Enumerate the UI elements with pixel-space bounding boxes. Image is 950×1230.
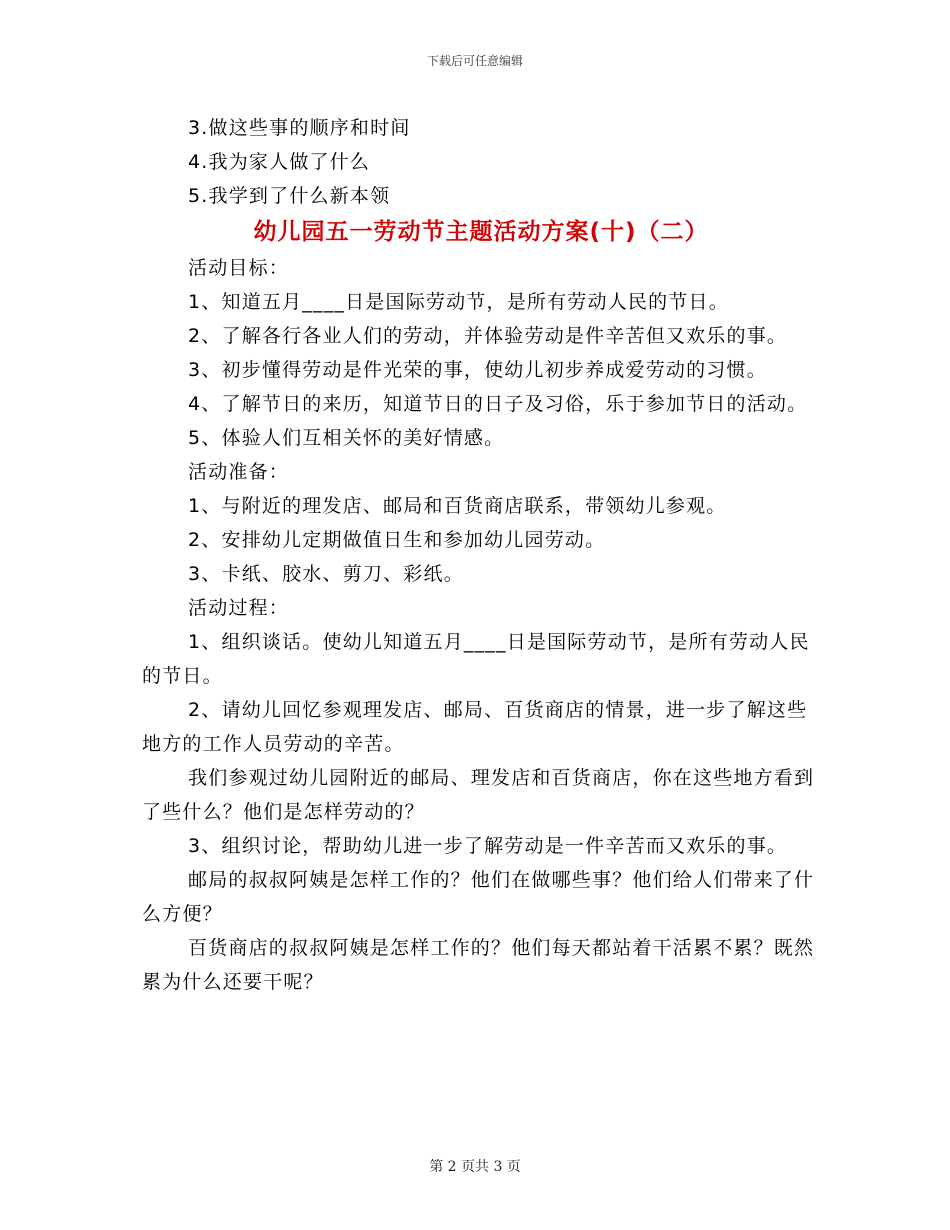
list-item: 4.我为家人做了什么: [188, 151, 371, 173]
paragraph: 百货商店的叔叔阿姨是怎样工作的？他们每天都站着干活累不累？既然累为什么还要干呢？: [142, 937, 815, 993]
document-body: [142, 111, 820, 999]
paragraph: 2、请幼儿回忆参观理发店、邮局、百货商店的情景，进一步了解这些地方的工作人员劳动的辛苦。: [142, 699, 808, 755]
section-label: 活动目标：: [188, 257, 290, 279]
paragraph: 我们参观过幼儿园附近的邮局、理发店和百货商店，你在这些地方看到了些什么？他们是怎样劳动的？: [142, 767, 815, 823]
section-title: 幼儿园五一劳动节主题活动方案(十)（二）: [253, 219, 709, 245]
paragraph: 2、安排幼儿定期做值日生和参加幼儿园劳动。: [188, 529, 606, 551]
paragraph: 3、组织讨论，帮助幼儿进一步了解劳动是一件辛苦而又欢乐的事。: [188, 835, 788, 857]
page-footer: 第 2 页共 3 页: [429, 1159, 521, 1175]
paragraph: 邮局的叔叔阿姨是怎样工作的？他们在做哪些事？他们给人们带来了什么方便？: [142, 869, 815, 925]
paragraph: 5、体验人们互相关怀的美好情感。: [188, 427, 505, 449]
page-header: 下载后可任意编辑: [426, 54, 523, 68]
list-item: 3.做这些事的顺序和时间: [188, 117, 411, 139]
paragraph: 1、组织谈话。使幼儿知道五月____日是国际劳动节，是所有劳动人民的节日。: [142, 631, 810, 687]
section-label: 活动准备：: [188, 461, 290, 483]
paragraph: 1、与附近的理发店、邮局和百货商店联系，带领幼儿参观。: [188, 495, 727, 517]
paragraph: 1、知道五月____日是国际劳动节，是所有劳动人民的节日。: [188, 291, 729, 313]
list-item: 5.我学到了什么新本领: [188, 185, 391, 207]
paragraph: 4、了解节日的来历，知道节日的日子及习俗，乐于参加节日的活动。: [188, 393, 808, 415]
paragraph: 2、了解各行各业人们的劳动，并体验劳动是件辛苦但又欢乐的事。: [188, 325, 788, 347]
paragraph: 3、卡纸、胶水、剪刀、彩纸。: [188, 563, 464, 585]
paragraph: 3、初步懂得劳动是件光荣的事，使幼儿初步养成爱劳动的习惯。: [188, 359, 767, 381]
section-label: 活动过程：: [188, 597, 290, 619]
